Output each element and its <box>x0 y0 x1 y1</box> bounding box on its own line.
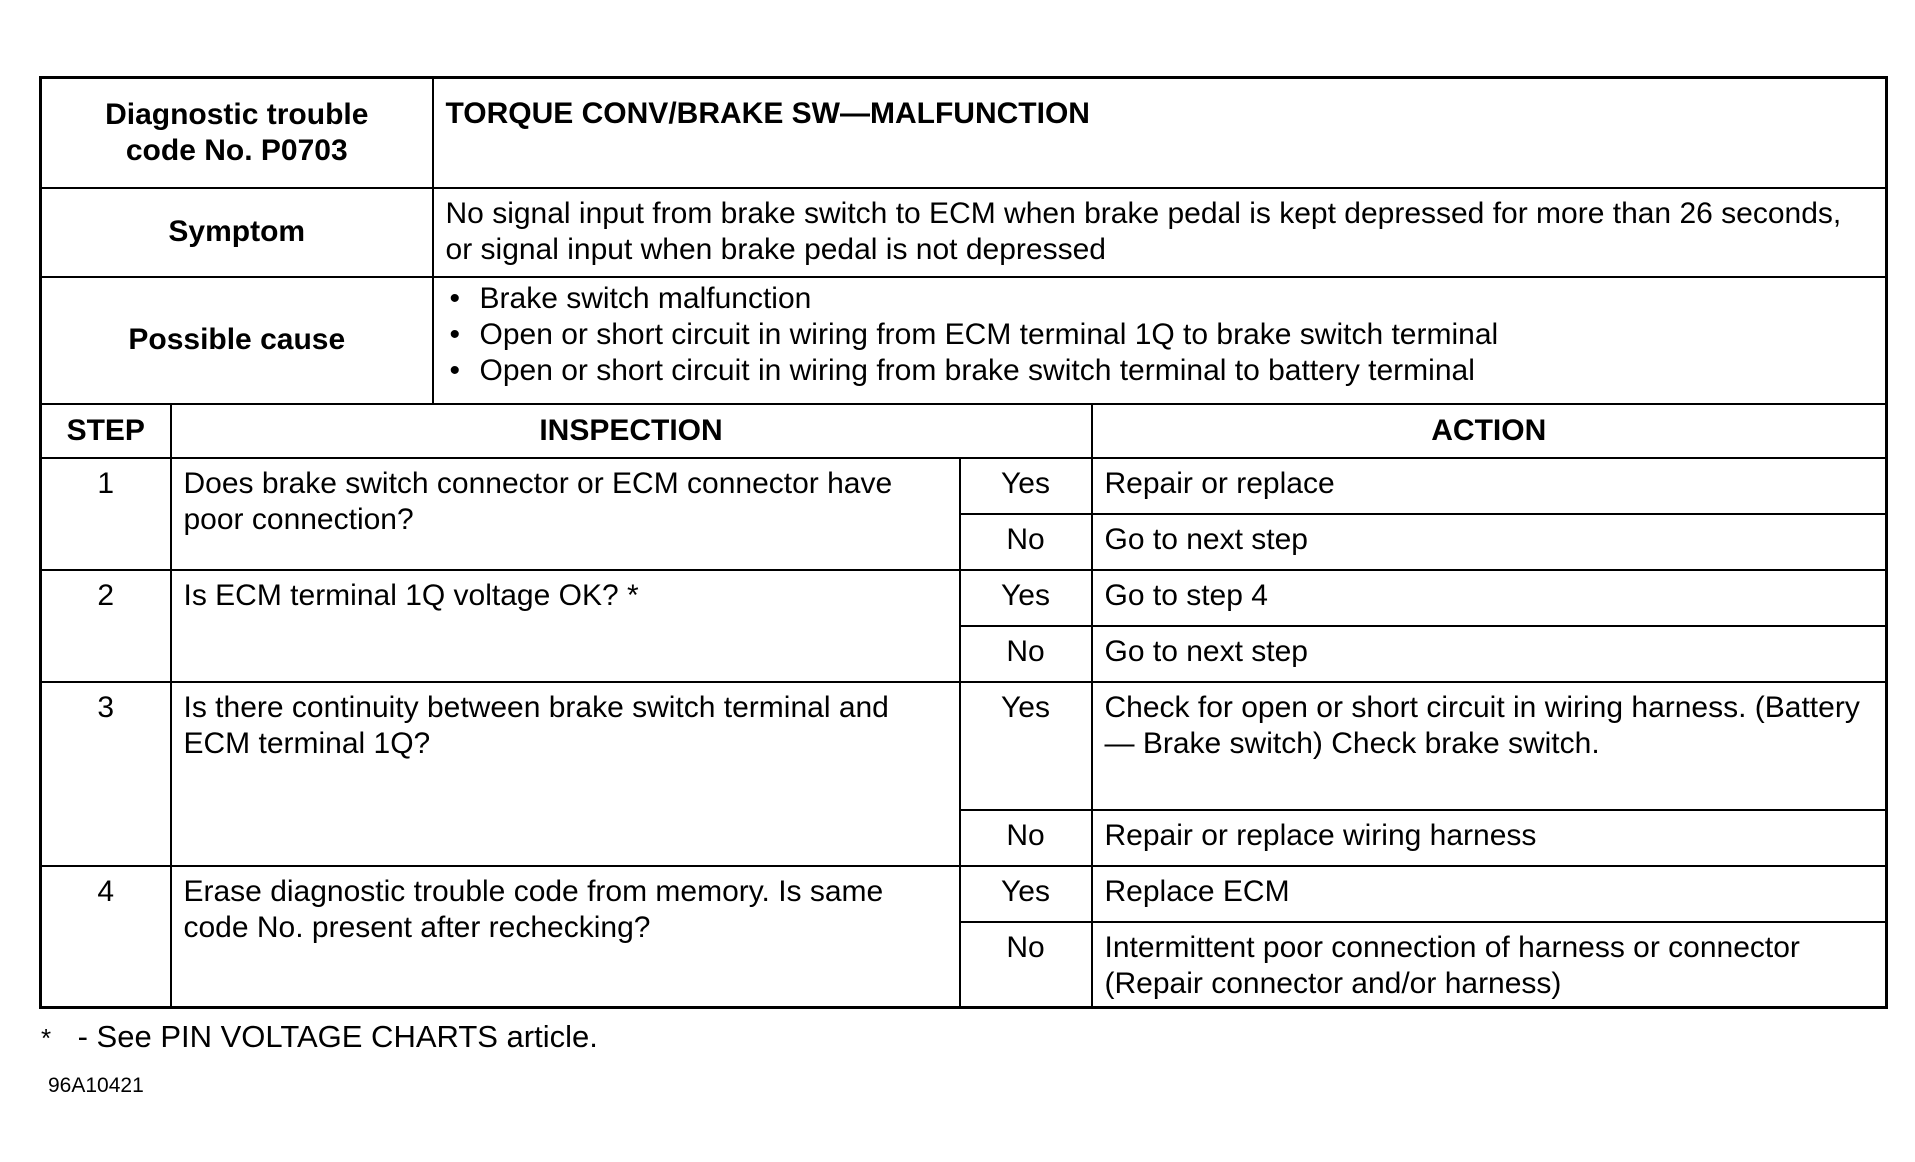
cause-item: • Open or short circuit in wiring from brake switch terminal to battery terminal <box>434 353 1886 389</box>
cause-item: • Open or short circuit in wiring from ECM terminal 1Q to brake switch terminal <box>434 317 1886 353</box>
step-number: 4 <box>41 866 171 1008</box>
yes-action: Check for open or short circuit in wiring harness. (Battery — Brake switch) Check brake switch. <box>1092 682 1887 810</box>
cause-cell <box>433 277 1887 404</box>
step-row <box>41 458 1887 514</box>
cause-label: Possible cause <box>41 277 433 404</box>
footnote-text: - See PIN VOLTAGE CHARTS article. <box>69 1019 598 1054</box>
inspection-column-header: INSPECTION <box>171 404 1092 458</box>
cause-list <box>434 278 1886 394</box>
no-label: No <box>960 514 1092 570</box>
code-label: Diagnostic trouble code No. P0703 <box>41 78 433 188</box>
inspection-text: Is ECM terminal 1Q voltage OK? * <box>171 570 960 682</box>
yes-label: Yes <box>960 570 1092 626</box>
cause-item: • Brake switch malfunction <box>434 281 1886 317</box>
code-title: TORQUE CONV/BRAKE SW—MALFUNCTION <box>433 78 1887 188</box>
step-number: 3 <box>41 682 171 866</box>
symptom-text: No signal input from brake switch to ECM when brake pedal is kept depressed for more than 26 seconds, or signal input when brake pedal is not depressed <box>433 188 1887 277</box>
no-action: Go to next step <box>1092 514 1887 570</box>
step-column-header: STEP <box>41 404 171 458</box>
column-header-row <box>41 404 1887 458</box>
diagnostic-table <box>39 76 1888 1009</box>
figure-code: 96A10421 <box>48 1074 144 1097</box>
symptom-row <box>41 188 1887 277</box>
no-label: No <box>960 626 1092 682</box>
yes-label: Yes <box>960 458 1092 514</box>
asterisk-icon: * <box>41 1023 52 1053</box>
yes-label: Yes <box>960 866 1092 922</box>
no-action: Repair or replace wiring harness <box>1092 810 1887 866</box>
no-label: No <box>960 922 1092 1008</box>
step-row <box>41 570 1887 626</box>
yes-action: Go to step 4 <box>1092 570 1887 626</box>
step-number: 1 <box>41 458 171 570</box>
inspection-text: Erase diagnostic trouble code from memory. Is same code No. present after rechecking? <box>171 866 960 1008</box>
inspection-text: Is there continuity between brake switch terminal and ECM terminal 1Q? <box>171 682 960 866</box>
yes-action: Replace ECM <box>1092 866 1887 922</box>
no-action: Go to next step <box>1092 626 1887 682</box>
symptom-label: Symptom <box>41 188 433 277</box>
yes-label: Yes <box>960 682 1092 810</box>
no-label: No <box>960 810 1092 866</box>
step-row <box>41 866 1887 922</box>
no-action: Intermittent poor connection of harness or connector (Repair connector and/or harness) <box>1092 922 1887 1008</box>
footnote <box>41 1019 598 1056</box>
action-column-header: ACTION <box>1092 404 1887 458</box>
code-row <box>41 78 1887 188</box>
cause-row <box>41 277 1887 404</box>
yes-action: Repair or replace <box>1092 458 1887 514</box>
step-number: 2 <box>41 570 171 682</box>
step-row <box>41 682 1887 810</box>
inspection-text: Does brake switch connector or ECM connector have poor connection? <box>171 458 960 570</box>
